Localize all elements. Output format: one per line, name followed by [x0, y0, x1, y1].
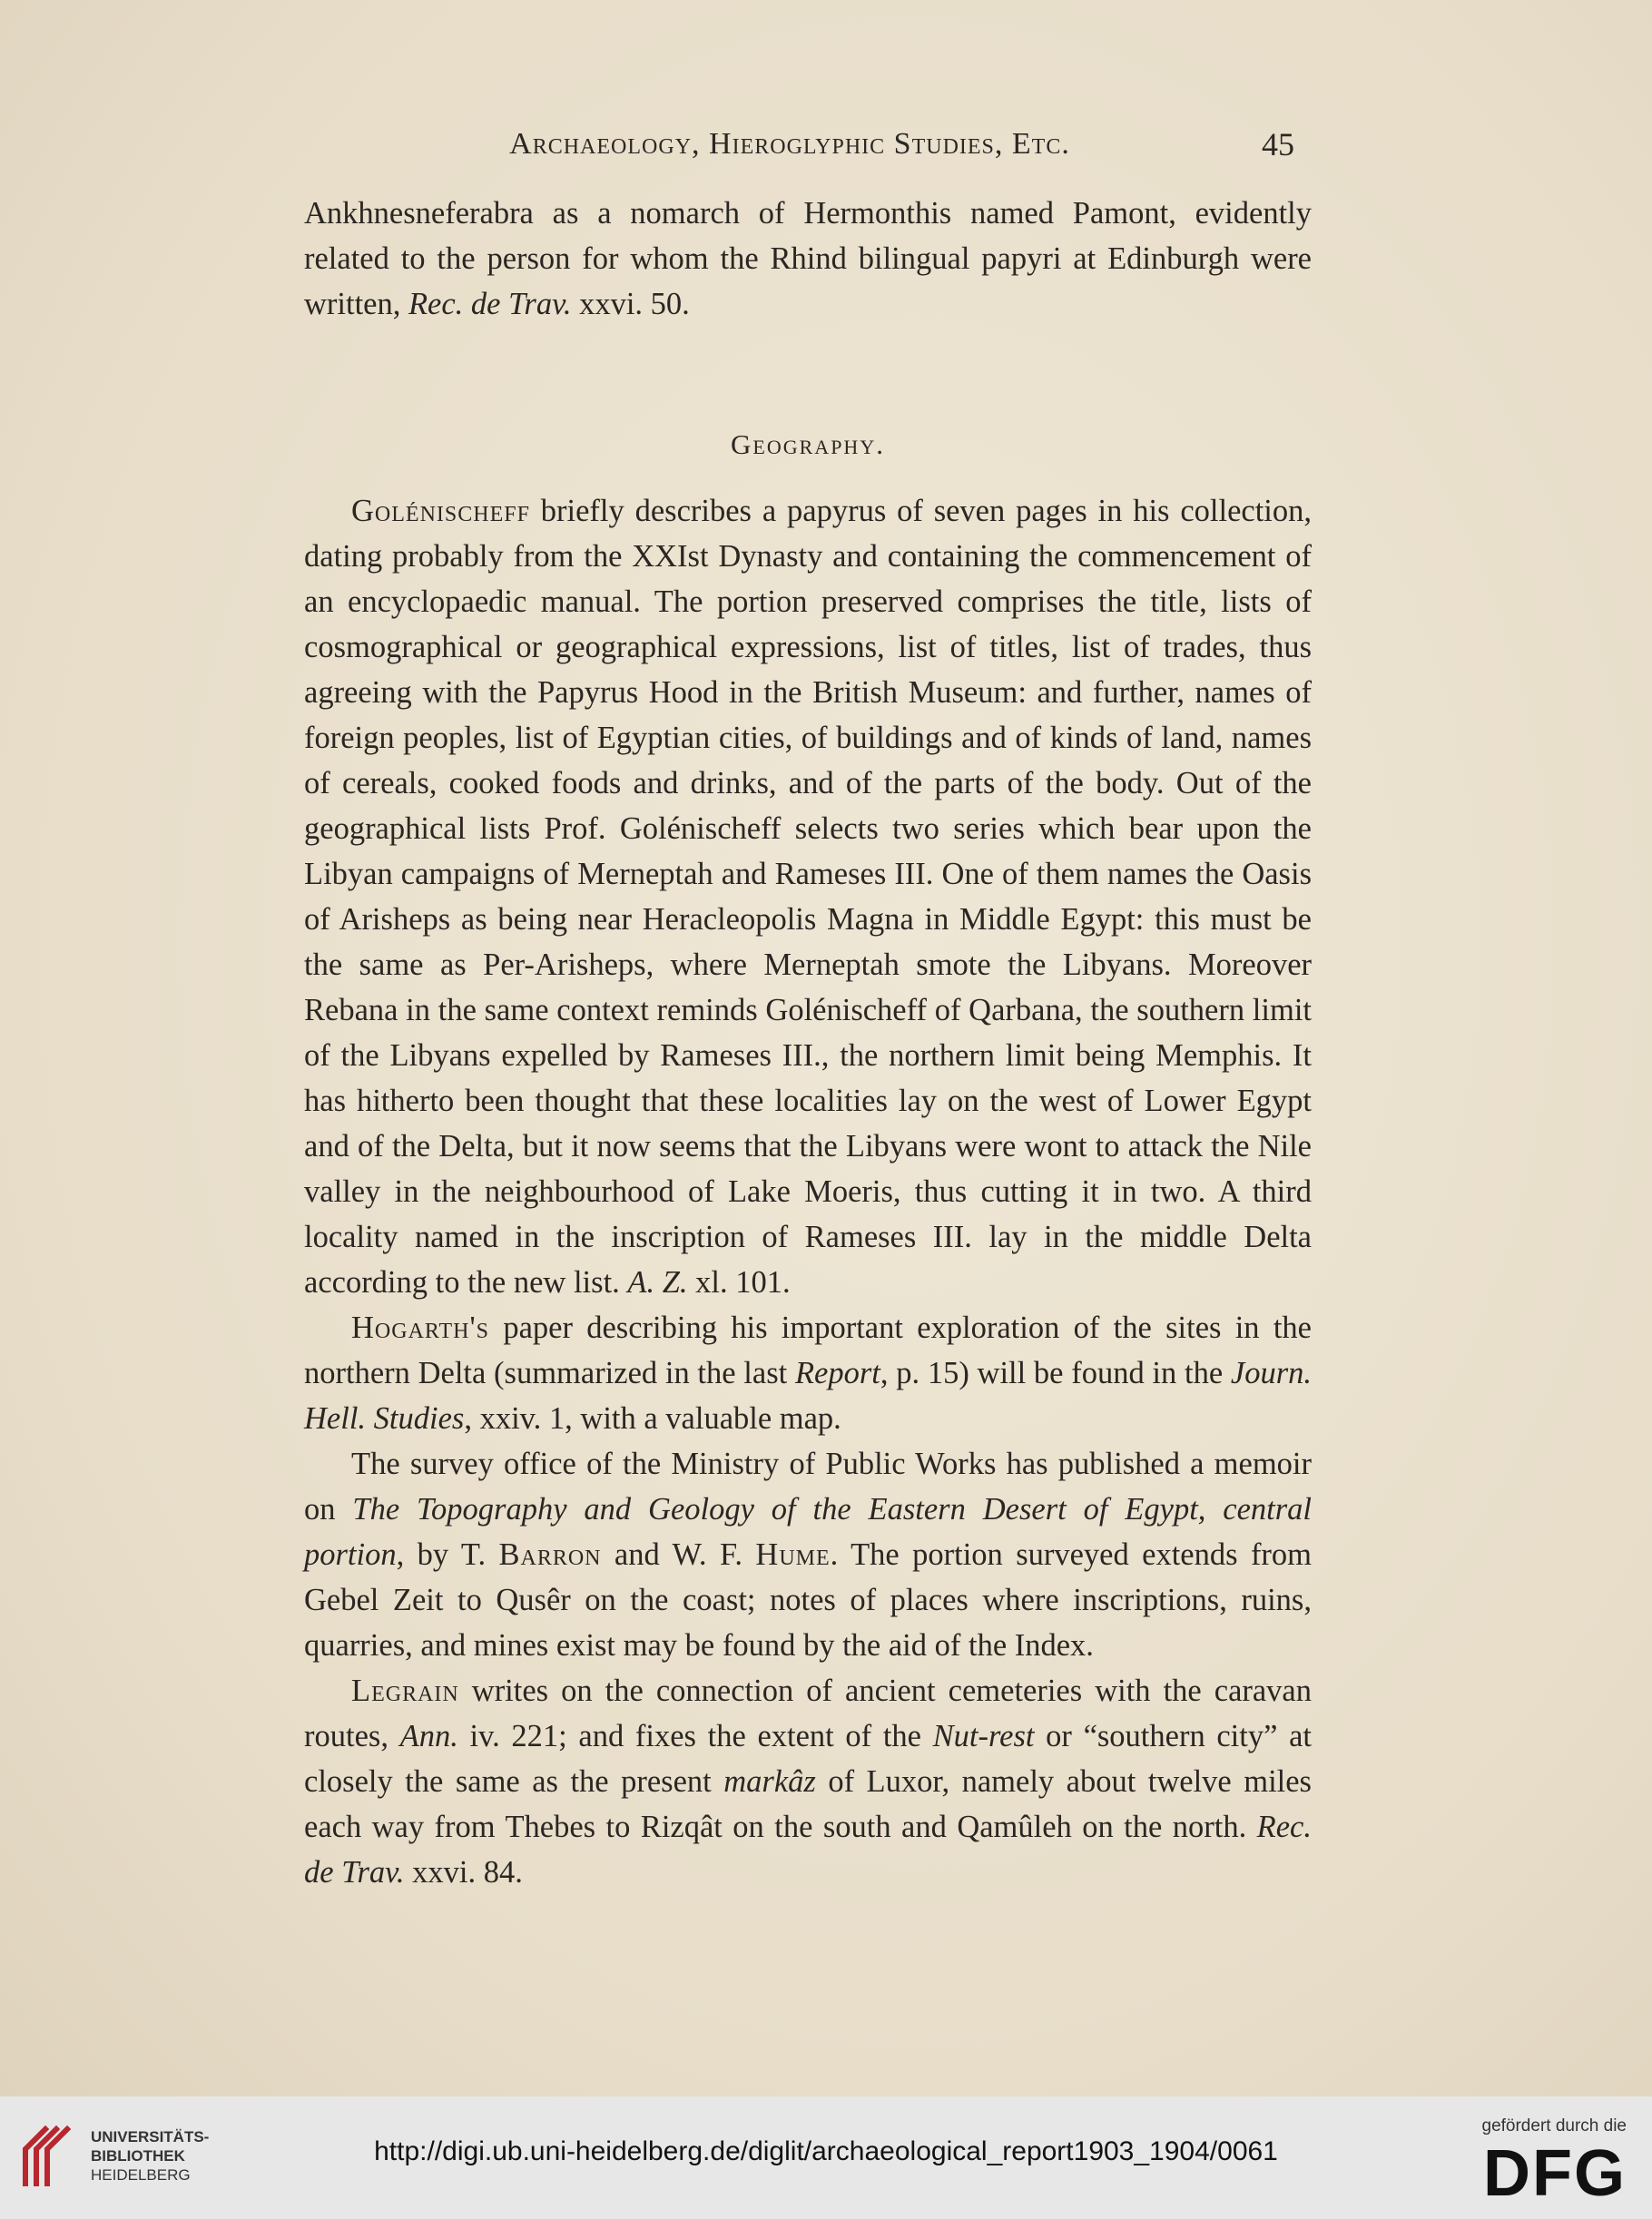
- paragraph-golenischeff: [304, 488, 1312, 1305]
- paragraph-text: paper describing his important exploration of the sites in the northern Delta (summarized in the last: [304, 1311, 1312, 1390]
- paragraph-text: iv. 221; and fixes the extent of the: [457, 1719, 933, 1753]
- paragraph-text: briefly describes a papyrus of seven pages in his collection, dating probably from the XXIst Dynasty and containing the commencement of an encyclopaedic manual. The portion preserved comprises the title, lists of cosmographical or geographical expressions, list of titles, list of trades, thus agreeing with the Papyrus Hood in the British Museum: and further, names of foreign peoples, list of Egyptian cities, of buildings and of kinds of land, names of cereals, cooked foods and drinks, and of the parts of the body. Out of the geographical lists Prof. Golénischeff selects two series which bear upon the Libyan campaigns of Merneptah and Rameses III. One of them names the Oasis of Arisheps as being near Heracleopolis Magna in Middle Egypt: this must be the same as Per-Arisheps, where Merneptah smote the Libyans. Moreover Rebana in the same context reminds Golénischeff of Qarbana, the southern limit of the Libyans expelled by Rameses III., the northern limit being Memphis. It has hitherto been thought that these localities lay on the west of Lower Egypt and of the Delta, but it now seems that the Libyans were wont to attack the Nile valley in the neighbourhood of Lake Moeris, thus cutting it in two. A third locality named in the inscription of Rameses III. lay in the middle Delta according to the new list.: [304, 494, 1312, 1300]
- section-heading: Geography.: [731, 428, 885, 460]
- italic-title: Report: [794, 1356, 880, 1390]
- italic-title: The Topography and Geology of the Eastern Desert of Egypt, central portion: [304, 1492, 1313, 1572]
- italic-title: Nut-rest: [932, 1719, 1035, 1753]
- author-name: Barron: [498, 1537, 602, 1572]
- permalink-url[interactable]: http://digi.ub.uni-heidelberg.de/diglit/archaeological_report1903_1904/0061: [374, 2136, 1278, 2166]
- intro-reference-rest: xxvi. 50.: [571, 287, 690, 321]
- library-name-line: UNIVERSITÄTS-: [91, 2128, 210, 2145]
- paragraph-text: xxvi. 84.: [404, 1855, 523, 1890]
- library-name-line: HEIDELBERG: [91, 2166, 191, 2184]
- reference-italic: Rec. de Trav.: [304, 1810, 1312, 1890]
- reference-italic: A. Z.: [627, 1265, 688, 1300]
- paragraph-text: or “southern city” at closely the same as the present: [304, 1719, 1312, 1799]
- paragraph-text: , p. 15) will be found in the: [880, 1356, 1231, 1390]
- author-name: Legrain: [351, 1674, 459, 1708]
- italic-term: markâz: [723, 1764, 816, 1799]
- paragraph-text: , xxiv. 1, with a valuable map.: [464, 1401, 841, 1436]
- intro-text: Ankhnesneferabra as a nomarch of Hermonthis named Pamont, evidently related to the person for whom the Rhind bilingual papyri at Edinburgh were written,: [304, 196, 1312, 321]
- author-name: Hume: [755, 1537, 831, 1572]
- italic-title: Ann.: [399, 1719, 458, 1753]
- paragraph-text: , by T.: [396, 1537, 499, 1572]
- footer-bar: [0, 2096, 1652, 2219]
- library-name-line: BIBLIOTHEK: [91, 2147, 185, 2165]
- paragraph-text: and W. F.: [601, 1537, 756, 1572]
- main-text: [304, 488, 1312, 1895]
- funding-caption: gefördert durch die: [1481, 2116, 1627, 2136]
- author-name: Hogarth's: [351, 1311, 490, 1345]
- italic-title: Journ. Hell. Studies: [304, 1356, 1312, 1436]
- running-head: Archaeology, Hieroglyphic Studies, Etc.: [509, 127, 1070, 161]
- dfg-logo: DFG: [1483, 2137, 1627, 2210]
- intro-paragraph: [304, 191, 1312, 327]
- page-number: 45: [1262, 126, 1294, 162]
- reference-rest: xl. 101.: [687, 1265, 791, 1300]
- paragraph-text: The survey office of the Ministry of Public Works has published a memoir on: [304, 1447, 1312, 1527]
- author-name: Golénischeff: [351, 494, 530, 528]
- intro-reference-italic: Rec. de Trav.: [408, 287, 572, 321]
- paragraph-text: writes on the connection of ancient cemeteries with the caravan routes,: [304, 1674, 1312, 1753]
- paragraph-survey-office: [304, 1441, 1312, 1668]
- paragraph-text: of Luxor, namely about twelve miles each way from Thebes to Rizqât on the south and Qamûleh on the north.: [304, 1764, 1312, 1844]
- paragraph-text: . The portion surveyed extends from Gebel Zeit to Qusêr on the coast; notes of places where inscriptions, ruins, quarries, and mines exist may be found by the aid of the Index.: [304, 1537, 1313, 1663]
- paragraph-legrain: [304, 1668, 1312, 1895]
- paragraph-hogarth: [304, 1305, 1312, 1441]
